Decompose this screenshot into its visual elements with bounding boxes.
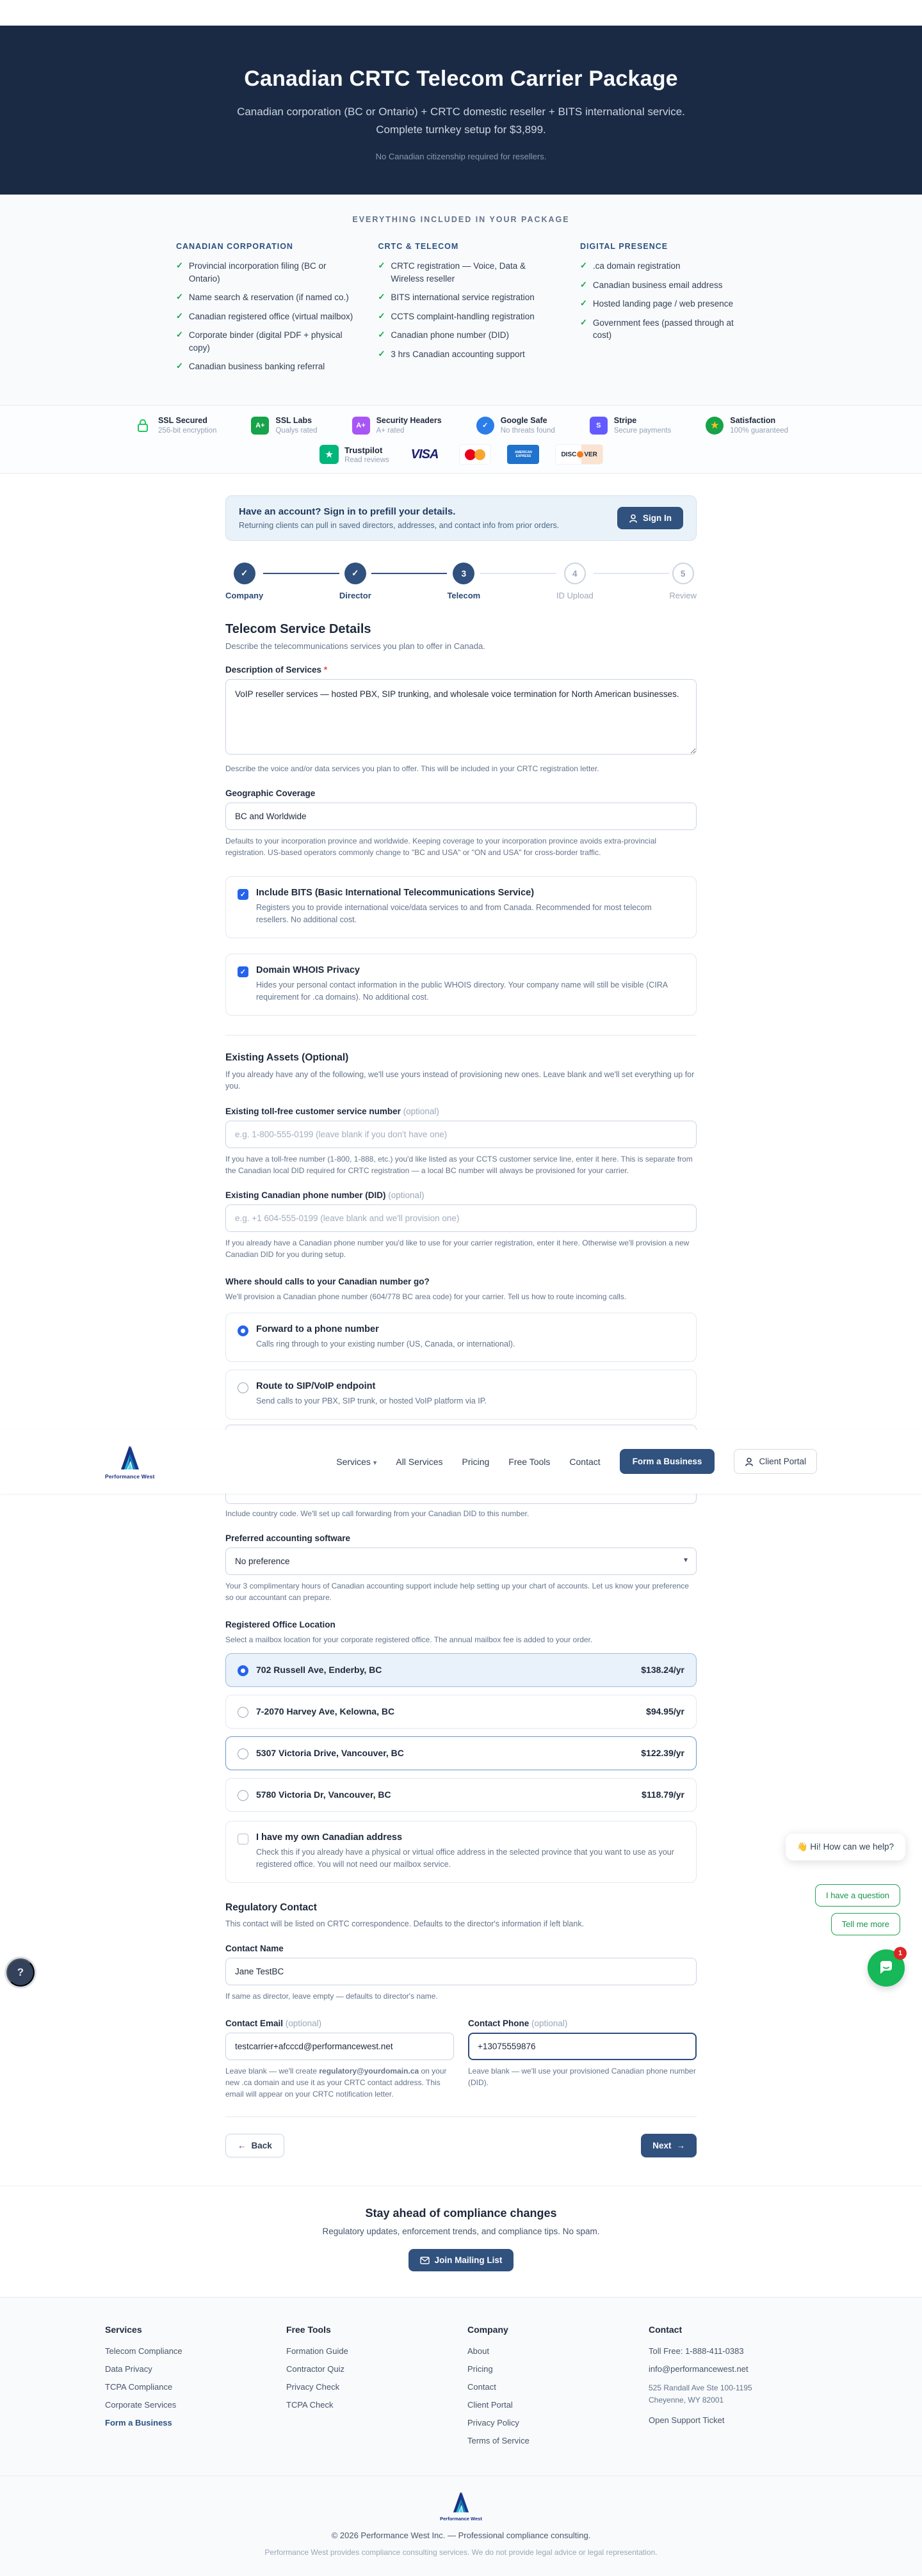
footer-link-tcpa-compliance[interactable]: TCPA Compliance [105,2382,173,2392]
list-item: ✓ 3 hrs Canadian accounting support [378,348,559,361]
tollfree-label: Existing toll-free customer service number (optional) [225,1107,439,1117]
step-director[interactable]: ✓ Director [339,563,371,600]
description-label: Description of Services * [225,665,328,675]
chat-unread-badge: 1 [894,1947,907,1960]
check-icon: ✓ [378,310,385,321]
did-helper: If you already have a Canadian phone number you'd like to use for your carrier registration, enter it here. Otherwise we'll provision a new Canadian DID for you during setup. [225,1238,690,1260]
step-connector [371,573,448,574]
contact-name-label: Contact Name [225,1944,284,1954]
disclaimer-text: Performance West provides compliance consulting services. We do not provide legal advice or legal representation. [264,2548,658,2557]
page-title: Canadian CRTC Telecom Carrier Package [244,67,678,91]
trustpilot-star-icon: ★ [319,445,339,464]
hero-subtitle: Canadian corporation (BC or Ontario) + CRTC domestic reseller + BITS international service. Complete turnkey setup for $3,899. [237,106,685,136]
list-item: ✓ .ca domain registration [580,260,746,273]
star-icon: ★ [706,417,724,435]
whois-option-card[interactable]: ✓ Domain WHOIS Privacy Hides your personal contact information in the public WHOIS directory. Your company name will still be visible (CIRA requirement for .ca domains). No additional cost. [225,954,697,1016]
step-connector [480,573,556,574]
nav-all-services[interactable]: All Services [396,1456,443,1467]
sign-in-button[interactable]: Sign In [617,507,683,529]
contact-phone-helper: Leave blank — we'll use your provisioned Canadian phone number (DID). [468,2067,696,2088]
list-item: ✓ Name search & reservation (if named co.) [176,291,357,304]
tollfree-input[interactable] [225,1121,697,1148]
footer-link-about[interactable]: About [467,2346,489,2356]
badge-security-headers: A+ Security Headers A+ rated [352,416,442,435]
badge-stripe: S Stripe Secure payments [590,416,672,435]
client-portal-button[interactable]: Client Portal [734,1449,817,1474]
check-icon: ✓ [176,330,183,340]
footer-address: 525 Randall Ave Ste 100-1195 Cheyenne, WY 82001 [649,2383,752,2405]
footer-link-privacy-check[interactable]: Privacy Check [286,2382,340,2392]
chevron-down-icon: ▾ [373,1459,377,1467]
newsletter-heading: Stay ahead of compliance changes [365,2207,557,2220]
badge-ssl-labs: A+ SSL Labs Qualys rated [251,416,317,435]
routing-option-forward[interactable]: Forward to a phone number Calls ring through to your existing number (US, Canada, or international). [225,1313,697,1362]
footer-email[interactable]: info@performancewest.net [649,2364,748,2374]
chat-quick-reply-more[interactable]: Tell me more [831,1913,900,1935]
footer-services-column: Services Telecom Compliance Data Privacy TCPA Compliance Corporate Services Form a Business [105,2324,273,2454]
check-icon: ✓ [580,260,587,271]
routing-option-sip[interactable]: Route to SIP/VoIP endpoint Send calls to your PBX, SIP trunk, or hosted VoIP platform via IP. [225,1370,697,1419]
list-item: ✓ Hosted landing page / web presence [580,298,746,310]
nav-pricing[interactable]: Pricing [462,1456,490,1467]
footer-link-form-a-business[interactable]: Form a Business [105,2418,172,2428]
amex-logo: AMERICAN EXPRESS [507,445,539,464]
arrow-left-icon: ← [238,2141,247,2151]
site-footer [0,2297,922,2476]
badge-satisfaction: ★ Satisfaction 100% guaranteed [706,416,788,435]
newsletter-section [0,2186,922,2297]
forward-radio[interactable] [238,1325,248,1336]
footer-link-terms[interactable]: Terms of Service [467,2436,530,2446]
whois-checkbox[interactable]: ✓ [238,966,248,977]
existing-assets-subtitle: If you already have any of the following, we'll use yours instead of provisioning new ones. Leave blank and we'll set everything up for you. [225,1069,695,1091]
sip-radio[interactable] [238,1382,248,1393]
back-button[interactable]: ← Back [225,2134,284,2157]
site-logo[interactable] [105,1444,155,1480]
form-section-subtitle: Describe the telecommunications services you plan to offer in Canada. [225,641,485,652]
step-telecom[interactable]: 3 Telecom [447,563,480,600]
accounting-helper: Your 3 complimentary hours of Canadian accounting support include help setting up your chart of accounts. Let us know your preference so our accountant can prepare. [225,1581,689,1602]
contact-email-helper: Leave blank — we'll create regulatory@yourdomain.ca on your new .ca domain and use it as your CRTC contact address. This email will appear on your CRTC notification letter. [225,2067,447,2099]
check-icon: ✓ [580,298,587,308]
coverage-input[interactable] [225,803,697,830]
column-title: CANADIAN CORPORATION [176,242,293,252]
lock-icon [134,417,152,435]
office-option-enderby[interactable]: 702 Russell Ave, Enderby, BC $138.24/yr [225,1653,697,1687]
footer-link-corporate-services[interactable]: Corporate Services [105,2400,177,2410]
contact-phone-input[interactable] [468,2033,697,2060]
chat-quick-reply-question[interactable]: I have a question [815,1884,900,1907]
chat-bubble-icon [877,1959,895,1977]
visa-logo: VISA [410,447,439,461]
check-icon: ✓ [176,292,183,302]
divider [225,2116,697,2117]
check-icon: ✓ [580,279,587,289]
existing-assets-heading: Existing Assets (Optional) [225,1052,349,1063]
step-number: 5 [672,563,694,584]
bottom-bar [0,2476,922,2576]
contact-email-label: Contact Email (optional) [225,2019,322,2029]
step-connector [594,573,670,574]
a-plus-green-icon: A+ [251,417,269,435]
hero-note: No Canadian citizenship required for resellers. [375,152,547,162]
step-number: 4 [564,563,586,584]
routing-subtitle: We'll provision a Canadian phone number (604/778 BC area code) for your carrier. Tell us how to route incoming calls. [225,1292,627,1302]
description-helper: Describe the voice and/or data services you plan to offer. This will be included in your CRTC registration letter. [225,764,599,774]
accounting-label: Preferred accounting software [225,1533,351,1543]
site-navbar [0,1430,922,1494]
check-icon: ✓ [378,260,385,271]
own-address-card[interactable]: I have my own Canadian address Check this if you already have a physical or virtual office address in the selected province that you want to use as your registered office. You will not need our mailbox service. [225,1821,697,1883]
footer-phone[interactable]: Toll Free: 1-888-411-0383 [649,2346,744,2356]
did-input[interactable] [225,1204,697,1232]
list-item: ✓ CCTS complaint-handling registration [378,310,559,323]
footer-link-telecom-compliance[interactable]: Telecom Compliance [105,2346,182,2356]
check-icon: ✓ [580,317,587,327]
discover-logo: DISC VER [556,445,602,464]
office-option-kelowna[interactable]: 7-2070 Harvey Ave, Kelowna, BC $94.95/yr [225,1695,697,1729]
footer-logo: Performance West [440,2490,482,2522]
logo-mark-icon [449,2490,473,2515]
includes-column-digital [580,242,746,380]
step-company[interactable]: ✓ Company [225,563,263,600]
divider [225,1035,697,1036]
list-item: ✓ Corporate binder (digital PDF + physical copy) [176,329,357,354]
badge-google-safe: ✓ Google Safe No threats found [476,416,555,435]
step-check-icon: ✓ [344,563,366,584]
footer-tools-column: Free Tools Formation Guide Contractor Quiz Privacy Check TCPA Check [286,2324,455,2454]
form-a-business-button[interactable]: Form a Business [620,1449,715,1474]
forwarding-helper: Include country code. We'll set up call forwarding from your Canadian DID to this number. [225,1508,530,1518]
list-item: ✓ Provincial incorporation filing (BC or Ontario) [176,260,357,285]
regulatory-heading: Regulatory Contact [225,1901,317,1913]
step-review[interactable]: 5 Review [669,563,697,600]
chat-launcher-button[interactable] [868,1949,905,1987]
routing-heading: Where should calls to your Canadian number go? [225,1277,430,1287]
check-icon: ✓ [378,348,385,358]
list-item: ✓ Canadian business banking referral [176,360,357,373]
copyright-text: © 2026 Performance West Inc. — Professional compliance consulting. [331,2531,591,2541]
coverage-helper: Defaults to your incorporation province and worldwide. Keeping coverage to your incorporation province avoids extra-provincial registration. US-based operators commonly change to "BC and USA" or "ON and USA" for cross-border traffic. [225,836,657,858]
signin-subtitle: Returning clients can pull in saved directors, addresses, and contact info from prior orders. [239,521,560,531]
signin-title: Have an account? Sign in to prefill your details. [239,506,456,518]
chat-greeting-bubble[interactable]: 👋 Hi! How can we help? [786,1834,905,1860]
nav-services[interactable]: Services ▾ [336,1456,377,1467]
list-item: ✓ BITS international service registration [378,291,559,304]
check-icon: ✓ [176,260,183,271]
footer-link-tcpa-check[interactable]: TCPA Check [286,2400,334,2410]
accounting-select[interactable] [225,1548,697,1575]
office-radio[interactable] [238,1790,248,1801]
discover-dot-icon [577,451,583,458]
hero-banner [0,26,922,195]
footer-link-formation-guide[interactable]: Formation Guide [286,2346,348,2356]
column-title: DIGITAL PRESENCE [580,242,668,252]
footer-link-privacy-policy[interactable]: Privacy Policy [467,2418,519,2428]
wave-icon: 👋 [797,1842,808,1852]
list-item: ✓ Government fees (passed through at cost) [580,317,746,342]
trust-badges-section [0,405,922,474]
chevron-down-icon: ▾ [683,1555,688,1564]
logo-mark-icon [116,1444,144,1472]
a-plus-purple-icon: A+ [352,417,370,435]
step-check-icon: ✓ [234,563,255,584]
footer-link-client-portal[interactable]: Client Portal [467,2400,513,2410]
footer-company-column: Company About Pricing Contact Client Portal Privacy Policy Terms of Service [467,2324,636,2454]
contact-name-helper: If same as director, leave empty — defaults to director's name. [225,1992,438,2001]
envelope-icon [420,2257,430,2264]
column-title: CRTC & TELECOM [378,242,459,252]
own-address-checkbox[interactable] [238,1834,248,1844]
tollfree-helper: If you have a toll-free number (1-800, 1-888, etc.) you'd like listed as your CCTS customer service line, enter it here. This is separate from the Canadian local DID required for CRTC registration — a local BC number will always be provisioned for your carrier. [225,1155,693,1176]
office-radio[interactable] [238,1748,248,1759]
nav-free-tools[interactable]: Free Tools [508,1456,551,1467]
footer-link-data-privacy[interactable]: Data Privacy [105,2364,152,2374]
badge-ssl-secured: SSL Secured 256-bit encryption [134,416,216,435]
step-id-upload[interactable]: 4 ID Upload [556,563,594,600]
bits-checkbox[interactable]: ✓ [238,889,248,900]
list-item: ✓ Canadian registered office (virtual mailbox) [176,310,357,323]
order-form [105,474,806,2186]
step-number: 3 [453,563,474,584]
step-connector [263,573,339,574]
footer-support-ticket[interactable]: Open Support Ticket [649,2415,725,2425]
coverage-label: Geographic Coverage [225,788,316,799]
list-item: ✓ Canadian business email address [580,279,746,292]
required-asterisk: * [323,665,328,675]
arrow-right-icon: → [676,2141,685,2151]
check-icon: ✓ [378,292,385,302]
mastercard-logo [460,445,490,464]
office-radio[interactable] [238,1665,248,1676]
contact-name-input[interactable] [225,1958,697,1985]
form-section-title: Telecom Service Details [225,622,371,637]
footer-link-contact[interactable]: Contact [467,2382,496,2392]
next-button[interactable]: Next → [641,2134,697,2157]
shield-check-icon: ✓ [476,417,494,435]
contact-email-input[interactable] [225,2033,454,2060]
package-includes-section [0,195,922,405]
bits-option-card[interactable]: ✓ Include BITS (Basic International Telecommunications Service) Registers you to provide international voice/data services to and from Canada. Recommended for most telecom resellers. No additional cost. [225,876,697,938]
list-item: ✓ Canadian phone number (DID) [378,329,559,342]
help-button[interactable]: ? [6,1958,35,1987]
join-mailing-list-button[interactable]: Join Mailing List [408,2249,514,2271]
progress-stepper [225,563,697,600]
check-icon: ✓ [176,361,183,371]
nav-contact[interactable]: Contact [569,1456,601,1467]
office-radio[interactable] [238,1707,248,1718]
trustpilot-link[interactable]: ★ Trustpilot Read reviews [319,445,389,464]
signin-banner [225,495,697,541]
description-textarea[interactable] [225,679,697,755]
includes-column-corporation [176,242,357,380]
stripe-icon: S [590,417,608,435]
office-option-victoria-dr[interactable]: 5780 Victoria Dr, Vancouver, BC $118.79/yr [225,1778,697,1812]
includes-column-crtc [378,242,559,380]
regulatory-subtitle: This contact will be listed on CRTC correspondence. Defaults to the director's information if left blank. [225,1919,585,1928]
office-subtitle: Select a mailbox location for your corporate registered office. The annual mailbox fee is added to your order. [225,1635,593,1644]
contact-phone-label: Contact Phone (optional) [468,2019,568,2029]
check-icon: ✓ [176,310,183,321]
newsletter-subtitle: Regulatory updates, enforcement trends, and compliance tips. No spam. [322,2227,600,2237]
footer-contact-column: Contact Toll Free: 1-888-411-0383 info@performancewest.net 525 Randall Ave Ste 100-1195 Cheyenne, WY 82001 Open Support Ticket [649,2324,817,2454]
includes-heading: EVERYTHING INCLUDED IN YOUR PACKAGE [352,215,570,225]
logo-text: Performance West [105,1473,155,1480]
check-icon: ✓ [378,330,385,340]
forwarding-field-wrap [105,1425,806,1504]
footer-link-contractor-quiz[interactable]: Contractor Quiz [286,2364,345,2374]
top-whitespace [0,0,922,26]
footer-link-pricing[interactable]: Pricing [467,2364,493,2374]
person-icon [629,514,638,523]
list-item: ✓ CRTC registration — Voice, Data & Wireless reseller [378,260,559,285]
office-heading: Registered Office Location [225,1619,336,1629]
office-option-victoria-drive[interactable]: 5307 Victoria Drive, Vancouver, BC $122.39/yr [225,1736,697,1770]
did-label: Existing Canadian phone number (DID) (optional) [225,1190,425,1201]
person-icon [745,1457,754,1466]
